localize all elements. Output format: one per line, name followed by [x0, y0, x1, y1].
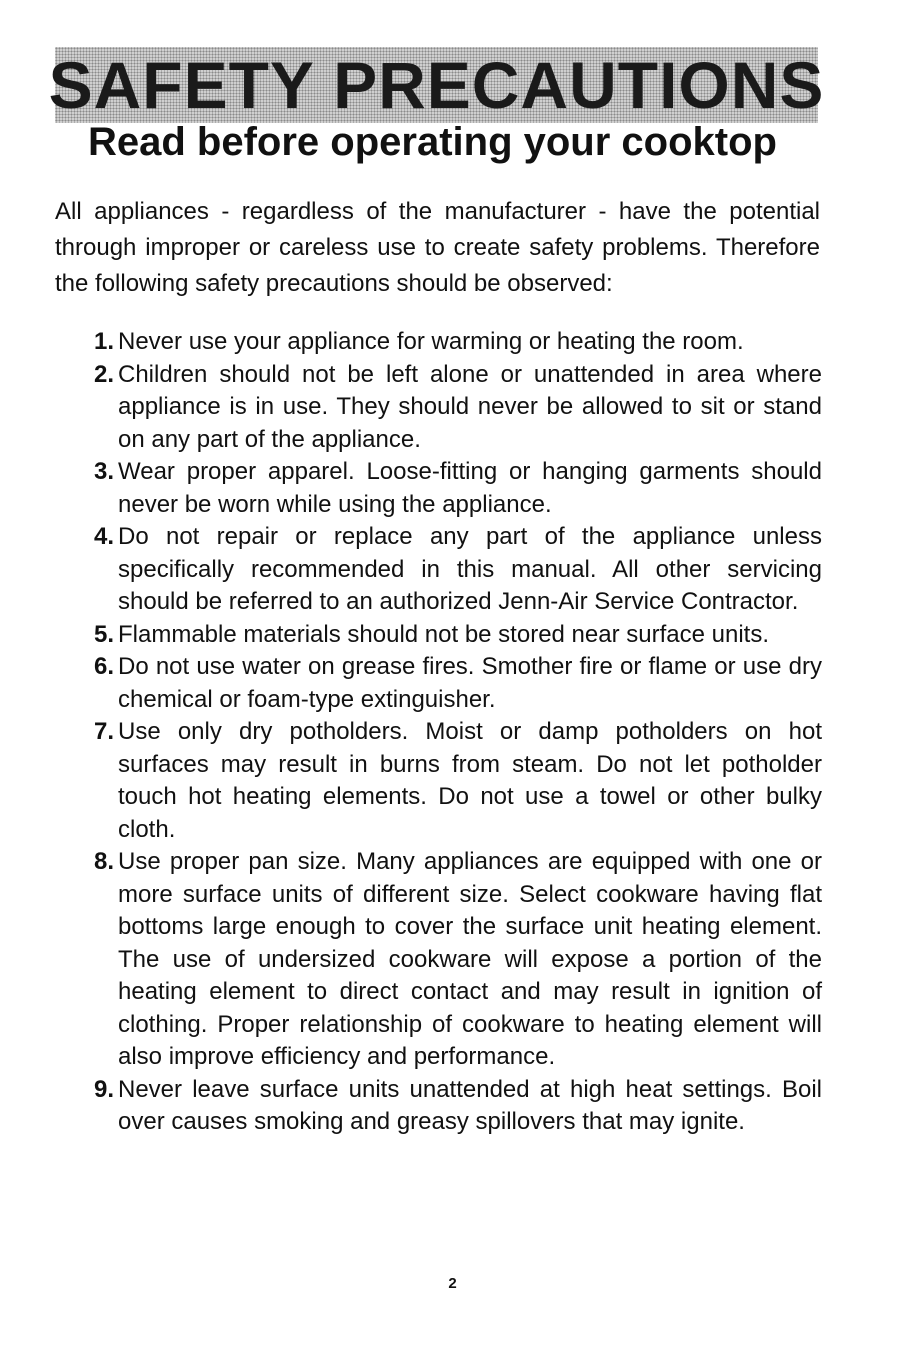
title-banner	[48, 47, 825, 123]
list-item	[70, 619, 822, 652]
item-text: Use only dry potholders. Moist or damp potholders on hot surfaces may result in burns from steam. Do not let potholder touch hot heating elements. Do not use a towel or other bulky cloth.	[118, 718, 822, 843]
item-text: Flammable materials should not be stored near surface units.	[118, 620, 769, 648]
list-item	[70, 1074, 822, 1139]
list-item	[70, 456, 822, 521]
item-number: 3.	[93, 458, 114, 485]
item-text: Never use your appliance for warming or heating the room.	[118, 328, 744, 355]
item-text: Children should not be left alone or unattended in area where appliance is in use. They should never be allowed to sit or stand on any part of the appliance.	[118, 360, 822, 453]
page-subtitle: Read before operating your cooktop	[88, 120, 777, 164]
item-number: 1.	[93, 328, 114, 355]
item-number: 5.	[93, 620, 114, 648]
item-number: 6.	[93, 653, 114, 680]
list-item	[70, 359, 822, 457]
item-number: 8.	[93, 848, 114, 875]
list-item	[70, 716, 822, 846]
list-item	[70, 521, 822, 619]
item-number: 2.	[93, 360, 114, 388]
item-number: 7.	[93, 718, 114, 745]
intro-paragraph: All appliances - regardless of the manufacturer - have the potential through improper or careless use to create safety problems. Therefore the following safety precautions should be observed:	[55, 198, 820, 297]
list-item	[70, 326, 822, 359]
item-text: Do not repair or replace any part of the appliance unless specifically recommended in this manual. All other servicing should be referred to an authorized Jenn-Air Service Contractor.	[118, 523, 822, 615]
item-number: 9.	[93, 1075, 114, 1103]
item-text: Wear proper apparel. Loose-fitting or hanging garments should never be worn while using the appliance.	[118, 458, 822, 518]
list-item	[70, 846, 822, 1074]
item-text: Do not use water on grease fires. Smother fire or flame or use dry chemical or foam-type extinguisher.	[118, 653, 822, 713]
list-item	[70, 651, 822, 716]
page-number: 2	[448, 1275, 457, 1292]
precautions-list	[70, 326, 822, 1139]
item-text: Use proper pan size. Many appliances are equipped with one or more surface units of different size. Select cookware having flat bottoms large enough to cover the surface unit heating element. The use of undersized cookware will expose a portion of the heating element to direct contact and may result in ignition of clothing. Proper relationship of cookware to heating element will also improve efficiency and performance.	[118, 848, 822, 1070]
item-number: 4.	[93, 523, 114, 550]
item-text: Never leave surface units unattended at high heat settings. Boil over causes smoking and greasy spillovers that may ignite.	[118, 1075, 822, 1135]
page-title: SAFETY PRECAUTIONS	[48, 48, 825, 122]
